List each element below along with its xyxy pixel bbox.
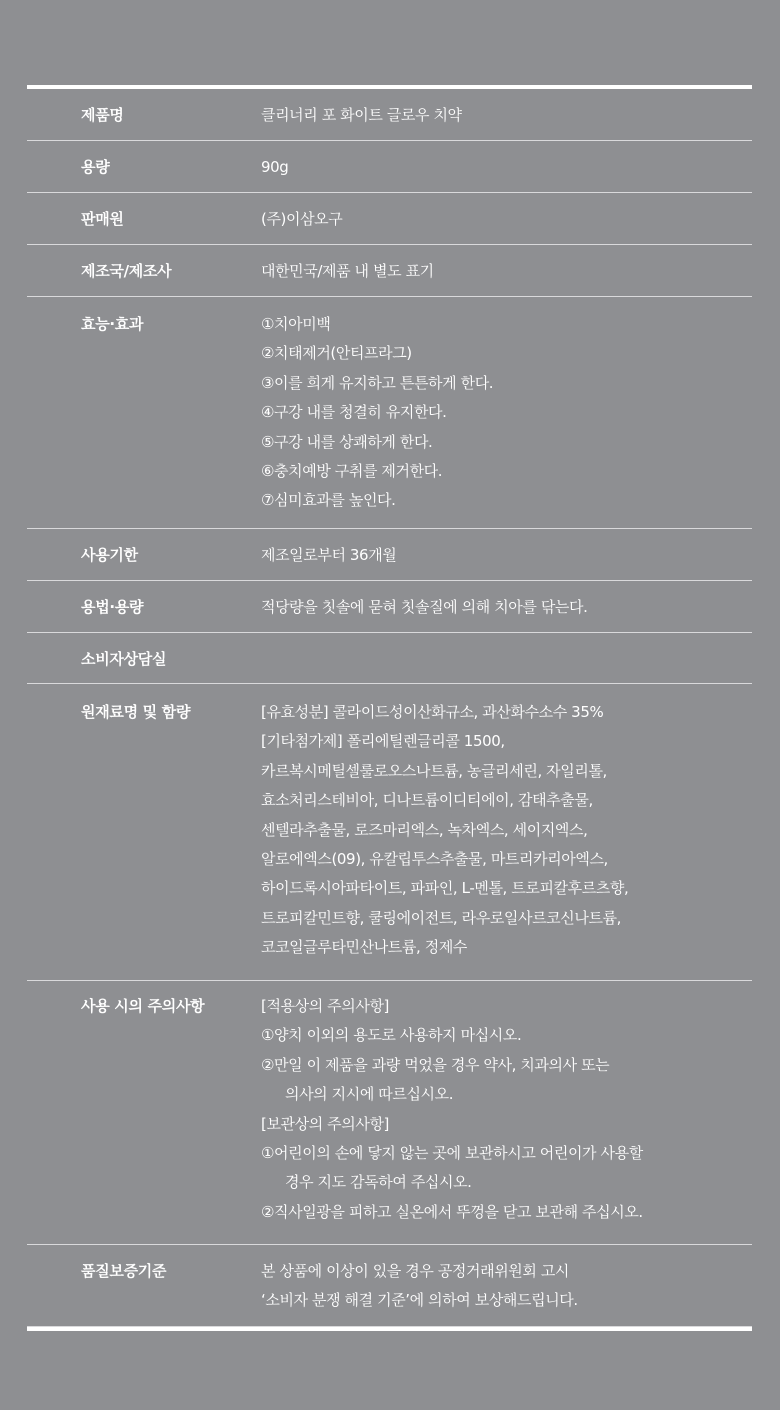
row-value-line: ①어린이의 손에 닿지 않는 곳에 보관하시고 어린이가 사용할 bbox=[261, 1143, 643, 1162]
row-value-line: ⑦심미효과를 높인다. bbox=[261, 491, 396, 510]
row-value-line: 알로에엑스(09), 유칼립투스추출물, 마트리카리아엑스, bbox=[261, 849, 608, 868]
table-row bbox=[27, 581, 752, 633]
row-value-line: 트로피칼민트향, 쿨링에이전트, 라우로일사르코신나트륨, bbox=[261, 908, 622, 927]
row-value: 90g bbox=[261, 158, 289, 176]
row-value bbox=[261, 645, 752, 674]
row-label: 소비자상담실 bbox=[81, 650, 167, 668]
table-row bbox=[27, 684, 752, 981]
table-row bbox=[27, 245, 752, 297]
table-bottom-rule bbox=[27, 1327, 752, 1331]
table-row bbox=[27, 633, 752, 684]
row-value-line: 하이드록시아파타이트, 파파인, L-멘톨, 트로피칼후르츠향, bbox=[261, 879, 629, 898]
row-value-line: ②직사일광을 피하고 실온에서 뚜껑을 닫고 보관해 주십시오. bbox=[261, 1202, 643, 1221]
row-value-line: 의사의 지시에 따르십시오. bbox=[285, 1085, 454, 1104]
row-value-line: [적용상의 주의사항] bbox=[261, 997, 389, 1015]
row-value-line: ②치태제거(안티프라그) bbox=[261, 344, 412, 363]
row-label: 품질보증기준 bbox=[81, 1262, 167, 1280]
product-info-table bbox=[27, 85, 752, 1331]
row-value-line: ③이를 희게 유지하고 튼튼하게 한다. bbox=[261, 373, 494, 392]
row-label: 용량 bbox=[81, 158, 110, 176]
table-row bbox=[27, 981, 752, 1245]
row-label: 용법·용량 bbox=[81, 598, 144, 616]
row-value-line: ⑥충치예방 구취를 제거한다. bbox=[261, 461, 443, 480]
row-label: 사용 시의 주의사항 bbox=[81, 997, 205, 1015]
row-value-line: [유효성분] 콜라이드성이산화규소, 과산화수소수 35% bbox=[261, 703, 604, 721]
table-row bbox=[27, 1245, 752, 1327]
row-label: 원재료명 및 함량 bbox=[81, 703, 191, 721]
row-value-line: [기타첨가제] 폴리에틸렌글리콜 1500, bbox=[261, 732, 505, 751]
row-value-line: ④구강 내를 청결히 유지한다. bbox=[261, 403, 447, 422]
row-value: 제조일로부터 36개월 bbox=[261, 546, 397, 564]
row-value: 클리너리 포 화이트 글로우 치약 bbox=[261, 106, 462, 124]
row-label: 효능·효과 bbox=[81, 315, 144, 333]
row-value-line: ②만일 이 제품을 과량 먹었을 경우 약사, 치과의사 또는 bbox=[261, 1055, 610, 1074]
table-row bbox=[27, 529, 752, 581]
row-value-line: 코코일글루타민산나트륨, 정제수 bbox=[261, 938, 467, 957]
row-label: 사용기한 bbox=[81, 546, 138, 564]
row-value: 대한민국/제품 내 별도 표기 bbox=[261, 262, 434, 280]
row-value-line: [보관상의 주의사항] bbox=[261, 1114, 389, 1133]
row-value: (주)이삼오구 bbox=[261, 210, 343, 228]
row-value-line: ⑤구강 내를 상쾌하게 한다. bbox=[261, 432, 433, 451]
table-row bbox=[27, 193, 752, 245]
row-value: 적당량을 칫솔에 묻혀 칫솔질에 의해 치아를 닦는다. bbox=[261, 598, 588, 616]
row-value-line: 경우 지도 감독하여 주십시오. bbox=[285, 1173, 472, 1192]
row-label: 판매원 bbox=[81, 210, 124, 228]
row-value-line: ①치아미백 bbox=[261, 315, 331, 333]
row-value-line: 효소처리스테비아, 디나트륨이디티에이, 감태추출물, bbox=[261, 791, 593, 810]
row-label: 제품명 bbox=[81, 106, 124, 124]
table-row bbox=[27, 141, 752, 193]
row-value-line: ①양치 이외의 용도로 사용하지 마십시오. bbox=[261, 1026, 522, 1045]
row-value-line: ‘소비자 분쟁 해결 기준’에 의하여 보상해드립니다. bbox=[261, 1291, 578, 1310]
row-value-line: 본 상품에 이상이 있을 경우 공정거래위원회 고시 bbox=[261, 1262, 570, 1280]
row-value-line: 카르복시메틸셀룰로오스나트륨, 농글리세린, 자일리톨, bbox=[261, 761, 607, 780]
row-label: 제조국/제조사 bbox=[81, 262, 172, 280]
table-row bbox=[27, 89, 752, 141]
table-row bbox=[27, 297, 752, 529]
row-value-line: 센텔라추출물, 로즈마리엑스, 녹차엑스, 세이지엑스, bbox=[261, 820, 588, 839]
